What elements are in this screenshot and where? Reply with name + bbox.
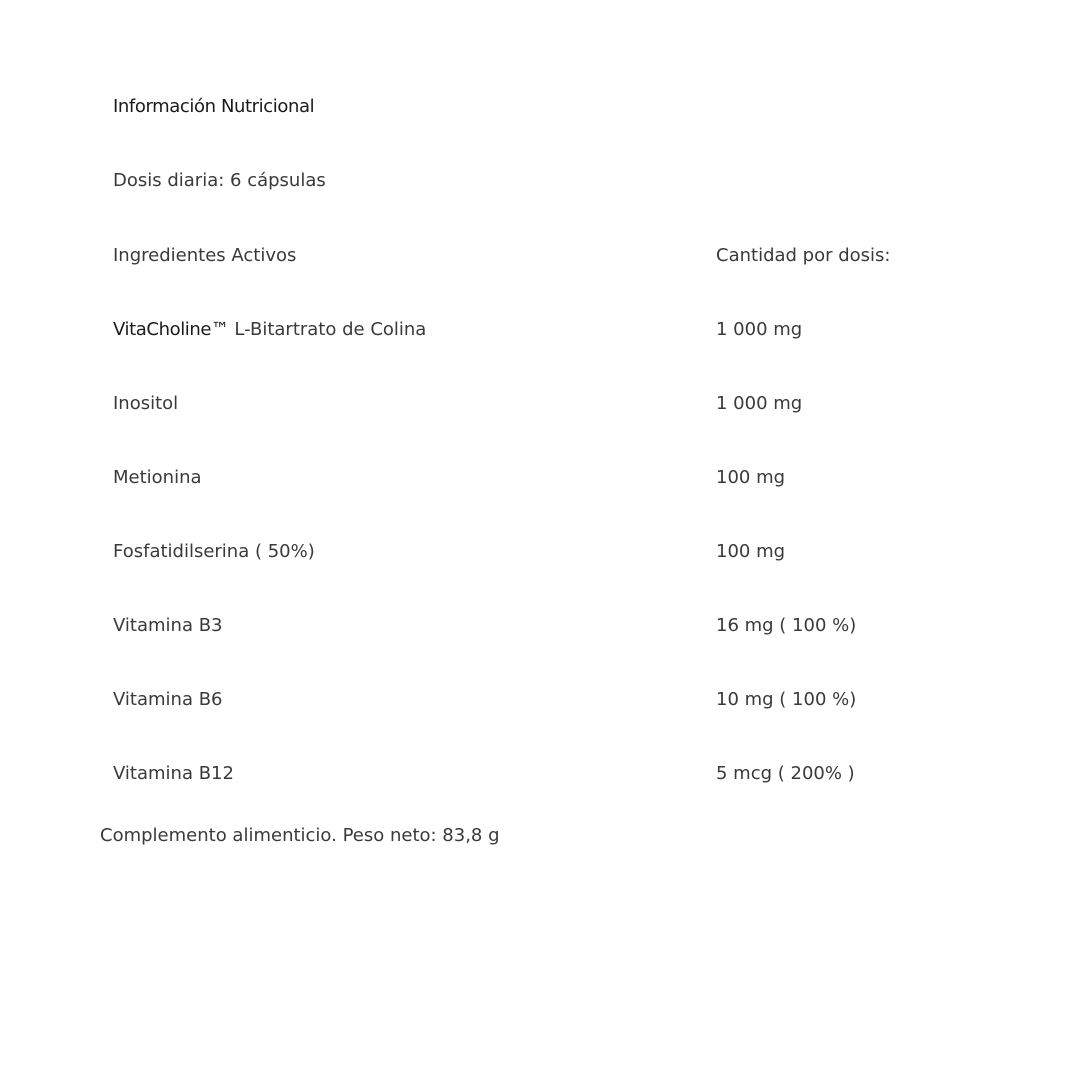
- ingredient-name: Fosfatidilserina ( 50%): [113, 541, 315, 562]
- ingredient-amount: 1 000 mg: [716, 393, 803, 414]
- table-row: [113, 689, 973, 717]
- ingredient-amount: 100 mg: [716, 541, 786, 562]
- ingredient-name: Metionina: [113, 467, 202, 488]
- table-row: [113, 319, 973, 347]
- ingredient-name: Vitamina B3: [113, 615, 223, 636]
- daily-dose-text: Dosis diaria: 6 cápsulas: [113, 170, 326, 191]
- ingredient-name: Vitamina B12: [113, 763, 234, 784]
- page-title: Información Nutricional: [113, 96, 315, 117]
- ingredient-name: [113, 319, 426, 340]
- ingredient-amount: 1 000 mg: [716, 319, 803, 340]
- ingredient-amount: 100 mg: [716, 467, 786, 488]
- ingredient-amount: 5 mcg ( 200% ): [716, 763, 855, 784]
- table-row: [113, 541, 973, 569]
- amount-header: Cantidad por dosis:: [716, 245, 891, 266]
- brand-name: VitaCholine™: [113, 319, 229, 340]
- ingredient-amount: 16 mg ( 100 %): [716, 615, 857, 636]
- ingredient-name: Inositol: [113, 393, 179, 414]
- footer-note: Complemento alimenticio. Peso neto: 83,8 g: [100, 825, 500, 846]
- table-row: [113, 615, 973, 643]
- ingredient-name: Vitamina B6: [113, 689, 223, 710]
- ingredient-amount: 10 mg ( 100 %): [716, 689, 857, 710]
- table-row: [113, 467, 973, 495]
- table-row: [113, 763, 973, 791]
- table-row: [113, 393, 973, 421]
- table-header: [113, 245, 973, 273]
- ingredient-label: L-Bitartrato de Colina: [228, 319, 427, 340]
- ingredients-header: Ingredientes Activos: [113, 245, 297, 266]
